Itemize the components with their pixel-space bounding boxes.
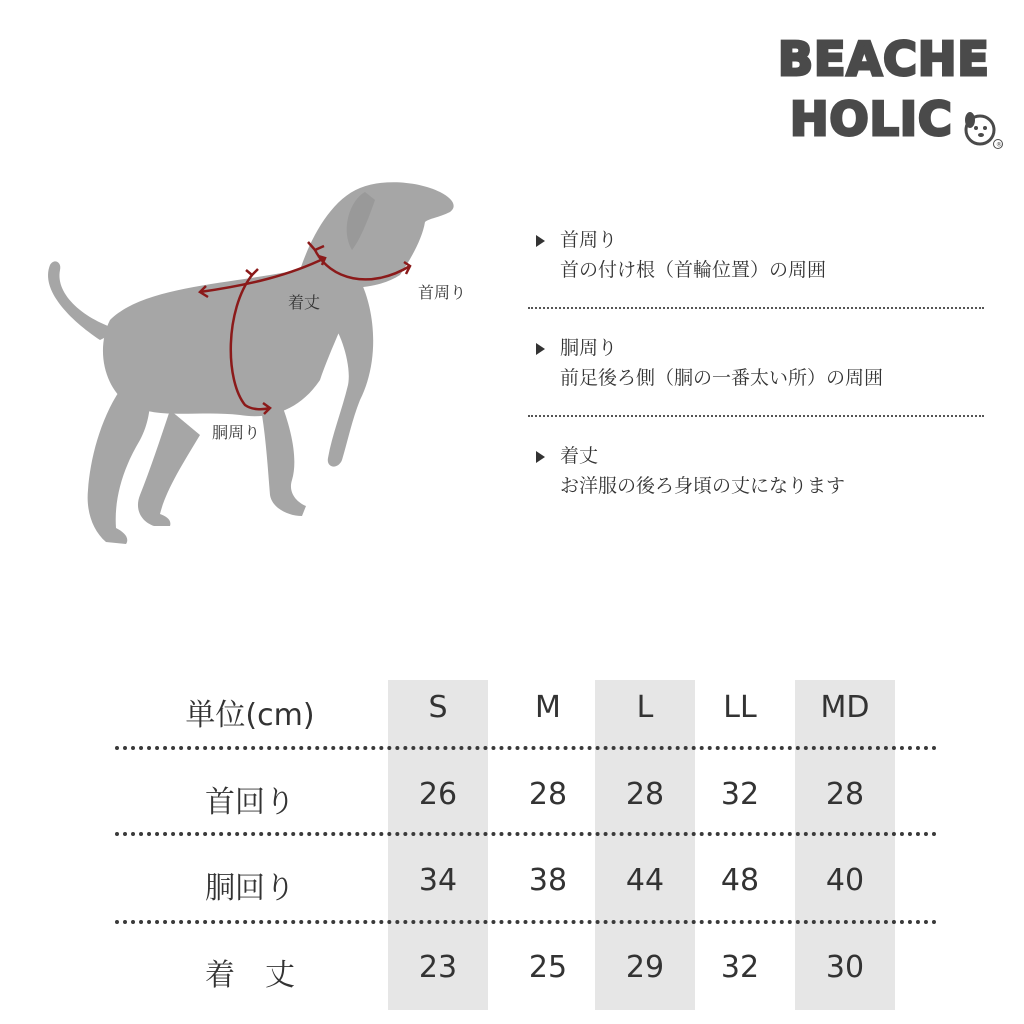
table-cell: 23: [418, 950, 458, 985]
unit-label: 単位(cm): [185, 698, 315, 733]
table-cell: 26: [418, 777, 458, 812]
table-cell: 28: [825, 777, 865, 812]
note-divider: [528, 415, 984, 417]
size-header-ll: LL: [723, 690, 757, 725]
table-cell: 34: [418, 863, 458, 898]
brand-line-2: HOLIC: [790, 92, 953, 146]
size-header-s: S: [428, 690, 448, 725]
row-label-chest: 胴回り: [205, 871, 295, 906]
size-table: [115, 680, 945, 1010]
bullet-arrow-icon: [536, 343, 545, 355]
table-cell: 25: [528, 950, 568, 985]
size-header-md: MD: [820, 690, 870, 725]
table-cell: 30: [825, 950, 865, 985]
row-divider: [115, 746, 937, 750]
svg-text:®: ®: [996, 141, 1002, 149]
table-cell: 28: [625, 777, 665, 812]
bullet-arrow-icon: [536, 235, 545, 247]
brand-logo: [770, 18, 1010, 158]
measurement-notes: [528, 225, 988, 549]
brand-line-1: BEACHE: [778, 32, 990, 86]
row-label-neck: 首回り: [205, 785, 295, 820]
table-cell: 38: [528, 863, 568, 898]
note-title: 着丈: [560, 445, 599, 467]
note-divider: [528, 307, 984, 309]
note-description: 首の付け根（首輪位置）の周囲: [560, 259, 827, 281]
table-cell: 28: [528, 777, 568, 812]
row-divider: [115, 920, 937, 924]
note-chest: [528, 333, 988, 441]
row-divider: [115, 832, 937, 836]
table-cell: 29: [625, 950, 665, 985]
note-neck: [528, 225, 988, 333]
dog-silhouette: [48, 182, 454, 544]
table-cell: 48: [720, 863, 760, 898]
row-label-length: 着 丈: [205, 958, 295, 993]
table-cell: 44: [625, 863, 665, 898]
dog-measurement-illustration: [30, 170, 510, 560]
table-cell: 40: [825, 863, 865, 898]
note-title: 胴周り: [560, 337, 618, 359]
bullet-arrow-icon: [536, 451, 545, 463]
table-cell: 32: [720, 777, 760, 812]
label-chest: 胴周り: [212, 423, 261, 442]
note-description: 前足後ろ側（胴の一番太い所）の周囲: [560, 367, 884, 389]
note-description: お洋服の後ろ身頃の丈になります: [560, 475, 846, 497]
size-header-m: M: [535, 690, 561, 725]
table-cell: 32: [720, 950, 760, 985]
note-length: [528, 441, 988, 549]
note-title: 首周り: [560, 229, 618, 251]
dog-face-icon: [960, 106, 1004, 150]
label-length: 着丈: [288, 293, 321, 312]
size-header-l: L: [636, 690, 654, 725]
label-neck: 首周り: [418, 283, 467, 302]
